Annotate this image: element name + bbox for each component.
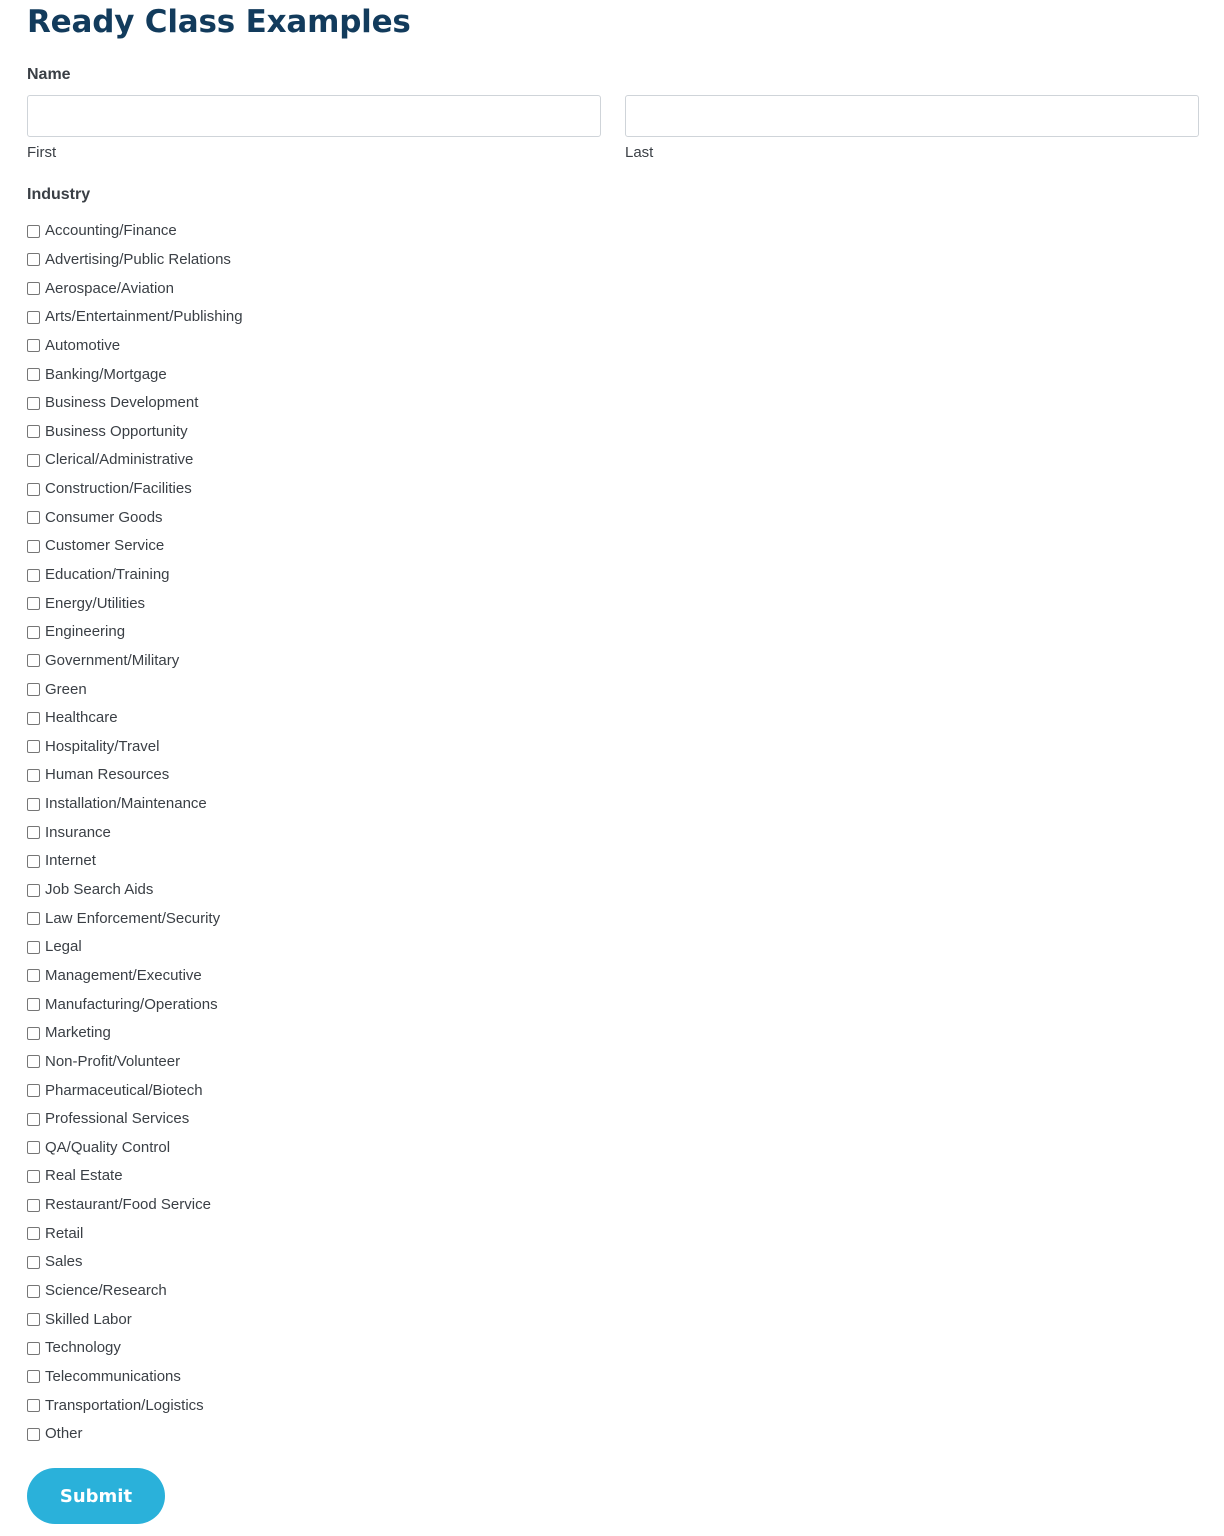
industry-option[interactable]	[27, 818, 243, 847]
industry-checkbox[interactable]	[27, 511, 40, 524]
industry-checkbox[interactable]	[27, 597, 40, 610]
industry-checkbox[interactable]	[27, 311, 40, 324]
industry-option-label: Job Search Aids	[45, 881, 154, 899]
industry-option[interactable]	[27, 1162, 243, 1191]
industry-label: Industry	[27, 186, 91, 203]
industry-option-label: Technology	[45, 1339, 121, 1357]
industry-option[interactable]	[27, 647, 243, 676]
industry-option[interactable]	[27, 246, 243, 275]
industry-option-label: Business Opportunity	[45, 422, 188, 440]
industry-option[interactable]	[27, 274, 243, 303]
industry-checkbox[interactable]	[27, 1055, 40, 1068]
industry-option-label: Construction/Facilities	[45, 480, 192, 498]
industry-option-label: Sales	[45, 1253, 83, 1271]
industry-option[interactable]	[27, 1076, 243, 1105]
industry-option[interactable]	[27, 618, 243, 647]
industry-checkbox[interactable]	[27, 798, 40, 811]
industry-option-label: Hospitality/Travel	[45, 737, 160, 755]
industry-option[interactable]	[27, 389, 243, 418]
industry-checkbox[interactable]	[27, 282, 40, 295]
industry-checkbox[interactable]	[27, 483, 40, 496]
industry-option-label: Other	[45, 1425, 83, 1443]
first-name-input[interactable]	[27, 95, 601, 137]
industry-option[interactable]	[27, 503, 243, 532]
industry-checkbox[interactable]	[27, 969, 40, 982]
industry-option-label: Education/Training	[45, 566, 170, 583]
industry-checkbox[interactable]	[27, 397, 40, 410]
industry-option-label: Advertising/Public Relations	[45, 250, 231, 268]
industry-option-label: Law Enforcement/Security	[45, 909, 221, 927]
industry-option[interactable]	[27, 1363, 243, 1392]
industry-option-label: Internet	[45, 852, 96, 870]
industry-checkbox[interactable]	[27, 654, 40, 667]
industry-option-label: Healthcare	[45, 709, 118, 727]
industry-option-label: Telecommunications	[45, 1367, 181, 1385]
industry-option-label: Government/Military	[45, 651, 180, 669]
industry-option-label: Legal	[45, 938, 82, 956]
industry-option[interactable]	[27, 904, 243, 933]
industry-option-label: Installation/Maintenance	[45, 795, 207, 813]
industry-checkbox[interactable]	[27, 626, 40, 639]
industry-option-label: Professional Services	[45, 1110, 190, 1128]
industry-option-label: Arts/Entertainment/Publishing	[45, 308, 243, 326]
industry-option[interactable]	[27, 876, 243, 905]
industry-checkbox[interactable]	[27, 912, 40, 925]
industry-option-label: Pharmaceutical/Biotech	[45, 1081, 203, 1099]
industry-option[interactable]	[27, 933, 243, 962]
industry-option[interactable]	[27, 446, 243, 475]
industry-option[interactable]	[27, 532, 243, 561]
industry-checkbox[interactable]	[27, 1370, 40, 1383]
industry-option-label: Real Estate	[45, 1167, 123, 1185]
industry-option[interactable]	[27, 1191, 243, 1220]
industry-option[interactable]	[27, 589, 243, 618]
industry-option[interactable]	[27, 761, 243, 790]
industry-option-label: Green	[45, 680, 87, 698]
industry-checkbox[interactable]	[27, 1113, 40, 1126]
industry-option[interactable]	[27, 332, 243, 361]
name-label: Name	[27, 66, 71, 83]
industry-option[interactable]	[27, 1048, 243, 1077]
first-name-sublabel: First	[27, 144, 57, 161]
industry-checkbox[interactable]	[27, 368, 40, 381]
industry-checkbox[interactable]	[27, 1285, 40, 1298]
industry-option-label: QA/Quality Control	[45, 1138, 171, 1156]
industry-option[interactable]	[27, 733, 243, 762]
industry-checkbox[interactable]	[27, 425, 40, 438]
industry-option-label: Engineering	[45, 623, 126, 641]
industry-option-label: Skilled Labor	[45, 1310, 132, 1328]
industry-checkbox[interactable]	[27, 998, 40, 1011]
industry-checkbox[interactable]	[27, 1342, 40, 1355]
industry-checkbox[interactable]	[27, 941, 40, 954]
industry-checkbox[interactable]	[27, 454, 40, 467]
submit-button[interactable]: Submit	[27, 1468, 165, 1524]
industry-checkbox[interactable]	[27, 1313, 40, 1326]
industry-option[interactable]	[27, 1277, 243, 1306]
industry-option[interactable]	[27, 962, 243, 991]
industry-option-label: Aerospace/Aviation	[45, 279, 174, 297]
industry-checkbox[interactable]	[27, 1199, 40, 1212]
industry-option[interactable]	[27, 1420, 243, 1449]
industry-option-label: Automotive	[45, 336, 121, 354]
industry-option[interactable]	[27, 790, 243, 819]
industry-option-label: Restaurant/Food Service	[45, 1196, 211, 1214]
industry-option-label: Banking/Mortgage	[45, 365, 167, 383]
industry-checkbox[interactable]	[27, 712, 40, 725]
industry-option[interactable]	[27, 1134, 243, 1163]
industry-checkbox[interactable]	[27, 1399, 40, 1412]
industry-option-label: Manufacturing/Operations	[45, 995, 218, 1013]
industry-option-label: Retail	[45, 1224, 84, 1242]
industry-checkbox[interactable]	[27, 740, 40, 753]
industry-option[interactable]	[27, 847, 243, 876]
industry-option[interactable]	[27, 217, 243, 246]
industry-checkbox[interactable]	[27, 683, 40, 696]
industry-option[interactable]	[27, 990, 243, 1019]
industry-checkbox[interactable]	[27, 1428, 40, 1441]
industry-option[interactable]	[27, 675, 243, 704]
industry-checkbox[interactable]	[27, 569, 40, 582]
industry-checkbox[interactable]	[27, 1256, 40, 1269]
industry-option-label: Human Resources	[45, 766, 170, 784]
last-name-input[interactable]	[625, 95, 1199, 137]
industry-option[interactable]	[27, 1248, 243, 1277]
industry-checkbox-list	[27, 217, 243, 1449]
industry-checkbox[interactable]	[27, 1227, 40, 1240]
last-name-sublabel: Last	[625, 144, 654, 161]
industry-checkbox[interactable]	[27, 1141, 40, 1154]
industry-option-label: Science/Research	[45, 1282, 167, 1300]
industry-option-label: Transportation/Logistics	[45, 1396, 204, 1414]
industry-option-label: Marketing	[45, 1024, 111, 1042]
industry-checkbox[interactable]	[27, 884, 40, 897]
industry-option[interactable]	[27, 360, 243, 389]
industry-option-label: Management/Executive	[45, 966, 202, 984]
industry-option[interactable]	[27, 1305, 243, 1334]
industry-checkbox[interactable]	[27, 855, 40, 868]
industry-option-label: Customer Service	[45, 537, 165, 555]
industry-option-label: Non-Profit/Volunteer	[45, 1052, 181, 1070]
industry-checkbox[interactable]	[27, 339, 40, 352]
industry-option-label: Energy/Utilities	[45, 594, 146, 612]
industry-option-label: Business Development	[45, 394, 199, 412]
industry-option-label: Accounting/Finance	[45, 222, 177, 240]
industry-checkbox[interactable]	[27, 826, 40, 839]
industry-checkbox[interactable]	[27, 225, 40, 238]
page-title: Ready Class Examples	[27, 4, 411, 40]
industry-option[interactable]	[27, 1334, 243, 1363]
industry-checkbox[interactable]	[27, 253, 40, 266]
industry-option[interactable]	[27, 417, 243, 446]
industry-option[interactable]	[27, 561, 243, 590]
industry-checkbox[interactable]	[27, 1084, 40, 1097]
industry-option-label: Consumer Goods	[45, 508, 163, 526]
industry-option-label: Insurance	[45, 823, 111, 841]
industry-checkbox[interactable]	[27, 769, 40, 782]
industry-option[interactable]	[27, 704, 243, 733]
industry-option[interactable]	[27, 1105, 243, 1134]
industry-option[interactable]	[27, 1219, 243, 1248]
industry-option[interactable]	[27, 1019, 243, 1048]
industry-checkbox[interactable]	[27, 540, 40, 553]
industry-checkbox[interactable]	[27, 1027, 40, 1040]
industry-option[interactable]	[27, 475, 243, 504]
industry-option[interactable]	[27, 303, 243, 332]
industry-checkbox[interactable]	[27, 1170, 40, 1183]
industry-option[interactable]	[27, 1391, 243, 1420]
industry-option-label: Clerical/Administrative	[45, 451, 194, 469]
